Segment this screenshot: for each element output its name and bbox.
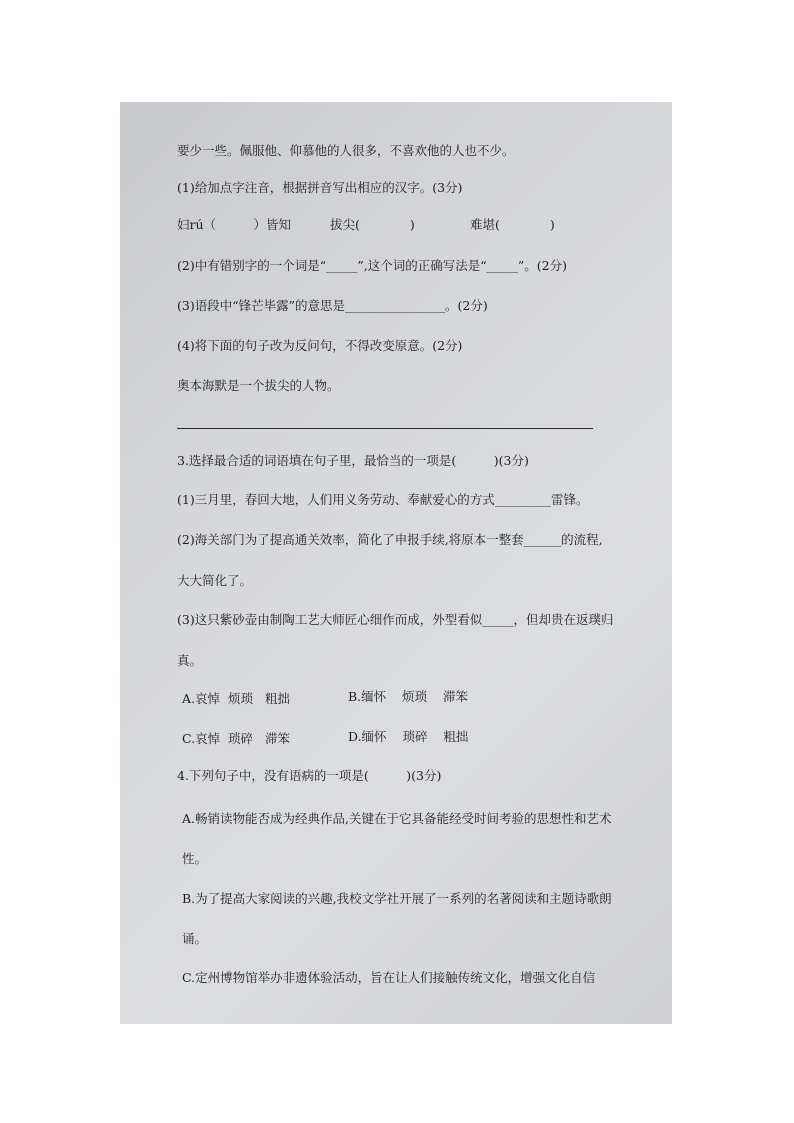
question-3-sentence-2: (2)海关部门为了提高通关效率，简化了申报手续,将原本一整套______的流程, [177, 532, 603, 547]
option-d: D.缅怀 琐碎 粗拙 [348, 729, 469, 744]
pinyin-item-1: 妇rú（ ）皆知 [177, 217, 292, 232]
question-4-prompt: 4.下列句子中，没有语病的一项是( )(3分) [177, 768, 442, 783]
exam-paper-photo [120, 102, 672, 1024]
pinyin-item-2: 拔尖( ) [330, 217, 415, 232]
question-2-3: (3)语段中“锋芒毕露”的意思是________________。(2分) [177, 298, 488, 313]
question-3-sentence-3: (3)这只紫砂壶由制陶工艺大师匠心细作而成，外型看似_____，但却贵在返璞归 [177, 612, 614, 627]
question-2-1-prompt: (1)给加点字注音，根据拼音写出相应的汉字。(3分) [177, 180, 463, 195]
question-3-sentence-1: (1)三月里，春回大地，人们用义务劳动、奉献爱心的方式_________雷锋。 [177, 492, 589, 507]
question-2-2: (2)中有错别字的一个词是“_____”,这个词的正确写法是“_____”。(2分) [177, 258, 567, 273]
question-4-option-b: B.为了提高大家阅读的兴趣,我校文学社开展了一系列的名著阅读和主题诗歌朗 [182, 891, 612, 906]
question-3-sentence-3-cont: 真。 [177, 653, 203, 668]
question-4-option-b-cont: 诵。 [182, 931, 208, 946]
passage-end-line: 要少一些。佩服他、仰慕他的人很多，不喜欢他的人也不少。 [177, 143, 515, 158]
question-3-prompt: 3.选择最合适的词语填在句子里，最恰当的一项是( )(3分) [177, 453, 529, 468]
question-2-4: (4)将下面的句子改为反问句，不得改变原意。(2分) [177, 338, 463, 353]
option-b: B.缅怀 烦琐 滞笨 [348, 689, 468, 704]
answer-line [177, 428, 593, 429]
option-a: A.哀悼 烦琐 粗拙 [182, 691, 290, 706]
option-c: C.哀悼 琐碎 滞笨 [182, 731, 290, 746]
question-4-option-a-cont: 性。 [182, 851, 208, 866]
question-4-option-a: A.畅销读物能否成为经典作品,关键在于它具备能经受时间考验的思想性和艺术 [182, 811, 612, 826]
question-3-sentence-2-cont: 大大简化了。 [177, 573, 253, 588]
question-4-option-c: C.定州博物馆举办非遗体验活动，旨在让人们接触传统文化，增强文化自信 [182, 970, 596, 985]
question-2-4-sentence: 奥本海默是一个拔尖的人物。 [177, 378, 340, 393]
pinyin-item-3: 难堪( ) [470, 217, 555, 232]
